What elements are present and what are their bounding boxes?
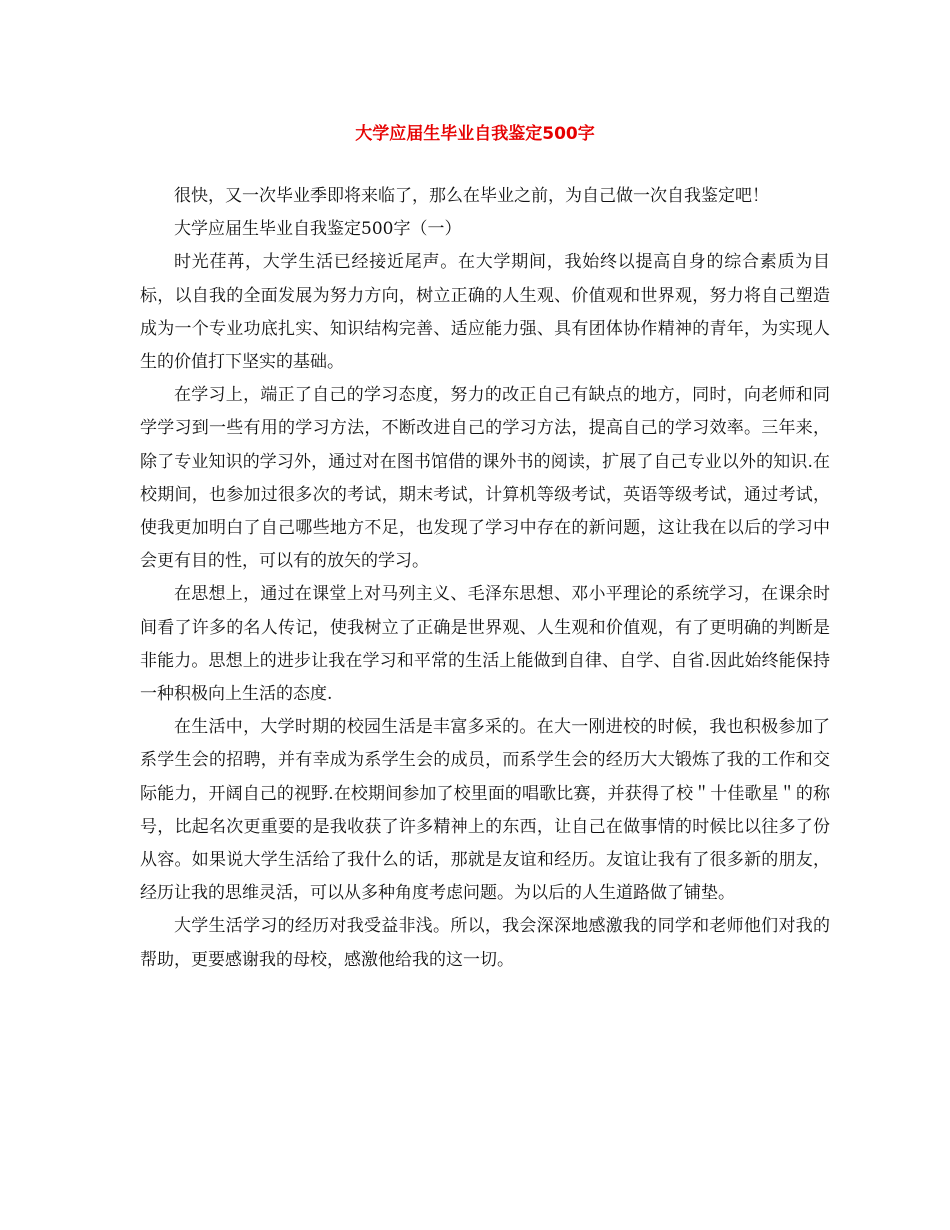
paragraph-subtitle: 大学应届生毕业自我鉴定500字（一） bbox=[174, 219, 462, 240]
paragraph-intro: 很快，又一次毕业季即将来临了，那么在毕业之前，为自己做一次自我鉴定吧！ bbox=[174, 186, 769, 206]
document-body bbox=[140, 180, 830, 977]
paragraph-overview: 时光荏苒，大学生活已经接近尾声。在大学期间，我始终以提高自身的综合素质为目标，以自我的全面发展为努力方向，树立正确的人生观、价值观和世界观，努力将自己塑造成为一个专业功底扎实、知识结构完善、适应能力强、具有团体协作精神的青年，为实现人生的价值打下坚实的基础。 bbox=[140, 252, 830, 373]
paragraph-conclusion: 大学生活学习的经历对我受益非浅。所以，我会深深地感激我的同学和老师他们对我的帮助，更要感谢我的母校，感激他给我的这一切。 bbox=[140, 916, 830, 970]
document-title: 大学应届生毕业自我鉴定500字 bbox=[355, 124, 595, 144]
paragraph-life: 在生活中，大学时期的校园生活是丰富多采的。在大一刚进校的时候，我也积极参加了系学生会的招聘，并有幸成为系学生会的成员，而系学生会的经历大大锻炼了我的工作和交际能力，开阔自己的视野.在校期间参加了校里面的唱歌比赛，并获得了校＂十佳歌星＂的称号，比起名次更重要的是我收获了许多精神上的东西，让自己在做事情的时候比以往多了份从容。如果说大学生活给了我什么的话，那就是友谊和经历。友谊让我有了很多新的朋友，经历让我的思维灵活，可以从多种角度考虑问题。为以后的人生道路做了铺垫。 bbox=[140, 717, 830, 904]
paragraph-study: 在学习上，端正了自己的学习态度，努力的改正自己有缺点的地方，同时，向老师和同学学习到一些有用的学习方法，不断改进自己的学习方法，提高自己的学习效率。三年来，除了专业知识的学习外，通过对在图书馆借的课外书的阅读，扩展了自己专业以外的知识.在校期间，也参加过很多次的考试，期末考试，计算机等级考试，英语等级考试，通过考试，使我更加明白了自己哪些地方不足，也发现了学习中存在的新问题，这让我在以后的学习中会更有目的性，可以有的放矢的学习。 bbox=[140, 385, 830, 572]
paragraph-thought: 在思想上，通过在课堂上对马列主义、毛泽东思想、邓小平理论的系统学习，在课余时间看了许多的名人传记，使我树立了正确是世界观、人生观和价值观，有了更明确的判断是非能力。思想上的进步让我在学习和平常的生活上能做到自律、自学、自省.因此始终能保持一种积极向上生活的态度. bbox=[140, 584, 830, 705]
